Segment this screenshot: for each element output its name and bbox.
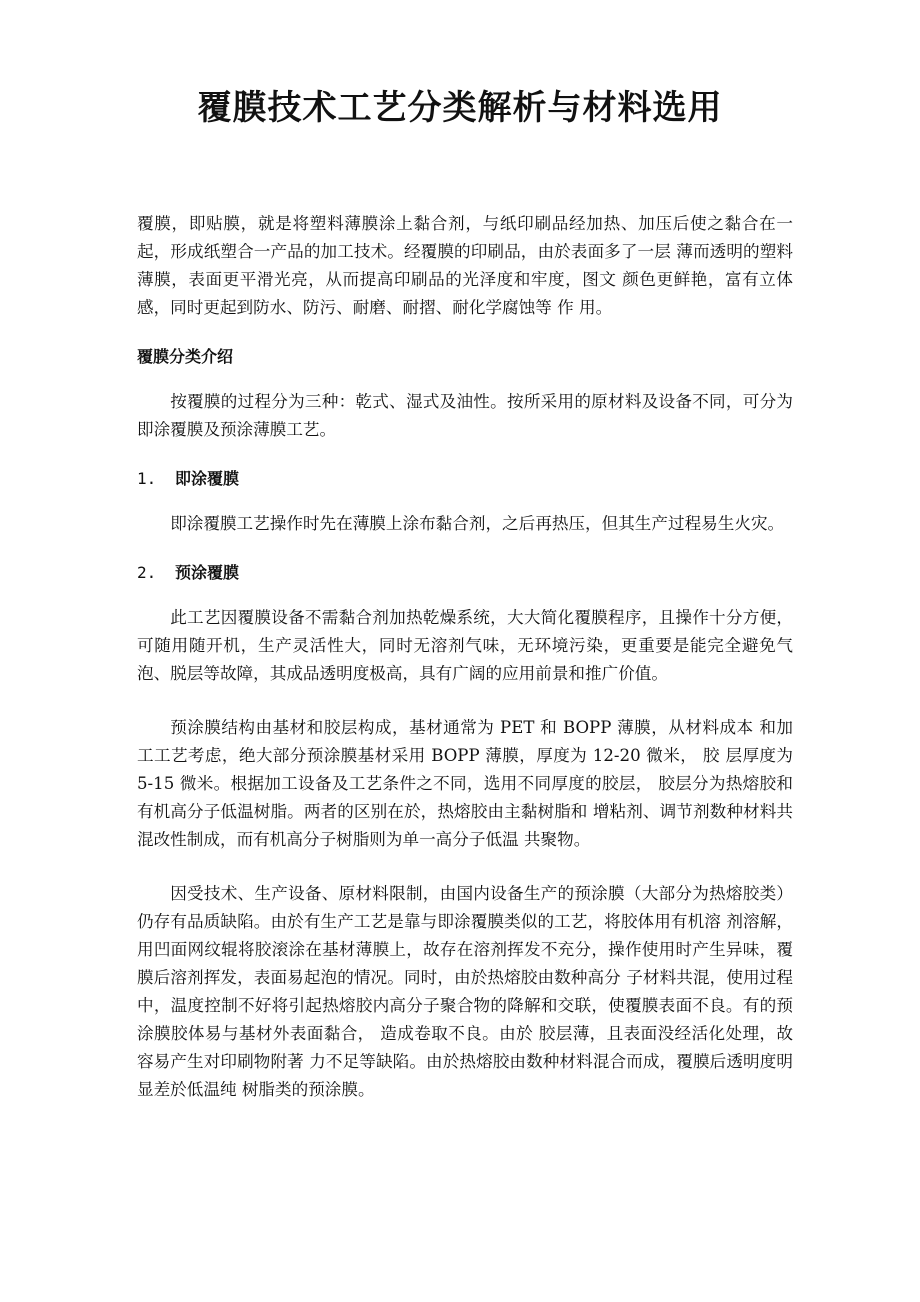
item2-paragraph-2: 预涂膜结构由基材和胶层构成，基材通常为 PET 和 BOPP 薄膜，从材料成本 和加工工艺考虑，绝大部分预涂膜基材采用 BOPP 薄膜，厚度为 12-20 微米， 胶 层厚度为 5-15 微米。根据加工设备及工艺条件之不同，选用不同厚度的胶层， 胶层分为热熔胶和有机高分子低温树脂。两者的区别在於，热熔胶由主黏树脂和 增粘剂、调节剂数种材料共混改性制成，而有机高分子树脂则为单一高分子低温 共聚物。 xyxy=(137,718,793,849)
item1-number: 1. xyxy=(137,469,157,488)
item1-title: 即涂覆膜 xyxy=(175,469,240,488)
spacer xyxy=(137,688,793,714)
intro-paragraph: 覆膜，即贴膜，就是将塑料薄膜涂上黏合剂，与纸印刷品经加热、加压后使之黏合在一起，形成纸塑合一产品的加工技术。经覆膜的印刷品，由於表面多了一层 薄而透明的塑料薄膜，表面更平滑光亮，从而提高印刷品的光泽度和牢度，图文 颜色更鲜艳，富有立体感，同时更起到防水、防污、耐磨、耐摺、耐化学腐蚀等 作 用。 xyxy=(137,214,793,317)
spacer xyxy=(137,586,793,604)
section-paragraph: 按覆膜的过程分为三种：乾式、湿式及油性。按所采用的原材料及设备不同，可分为即涂覆膜及预涂薄膜工艺。 xyxy=(137,392,793,439)
section-heading: 覆膜分类介绍 xyxy=(137,347,234,366)
document-title: 覆膜技术工艺分类解析与材料选用 xyxy=(197,88,723,128)
spacer xyxy=(137,370,793,388)
spacer xyxy=(137,322,793,344)
spacer xyxy=(137,854,793,880)
item1-heading xyxy=(137,466,793,492)
document-body xyxy=(137,210,793,1104)
item2-paragraph-3: 因受技术、生产设备、原材料限制，由国内设备生产的预涂膜（大部分为热熔胶类）仍存有品质缺陷。由於有生产工艺是靠与即涂覆膜类似的工艺，将胶体用有机溶 剂溶解，用凹面网纹辊将胶滚涂在基材薄膜上，故存在溶剂挥发不充分，操作使用时产生异味，覆膜后溶剂挥发，表面易起泡的情况。同时，由於热熔胶由数种高分 子材料共混，使用过程中，温度控制不好将引起热熔胶内高分子聚合物的降解和交联，使覆膜表面不良。有的预涂膜胶体易与基材外表面黏合， 造成卷取不良。由於 胶层薄，且表面没经活化处理，故容易产生对印刷物附著 力不足等缺陷。由於热熔胶由数种材料混合而成，覆膜后透明度明显差於低温纯 树脂类的预涂膜。 xyxy=(137,884,793,1099)
item2-title: 预涂覆膜 xyxy=(175,563,240,582)
item1-paragraph: 即涂覆膜工艺操作时先在薄膜上涂布黏合剂，之后再热压，但其生产过程易生火灾。 xyxy=(170,514,785,533)
item2-number: 2. xyxy=(137,563,157,582)
spacer xyxy=(137,492,793,510)
spacer xyxy=(137,444,793,466)
item2-heading xyxy=(137,560,793,586)
item2-paragraph-1: 此工艺因覆膜设备不需黏合剂加热乾燥系统，大大简化覆膜程序，且操作十分方便，可随用随开机，生产灵活性大，同时无溶剂气味，无环境污染，更重要是能完全避免气泡、脱层等故障，其成品透明度极高，具有广阔的应用前景和推广价值。 xyxy=(137,608,793,683)
spacer xyxy=(137,538,793,560)
